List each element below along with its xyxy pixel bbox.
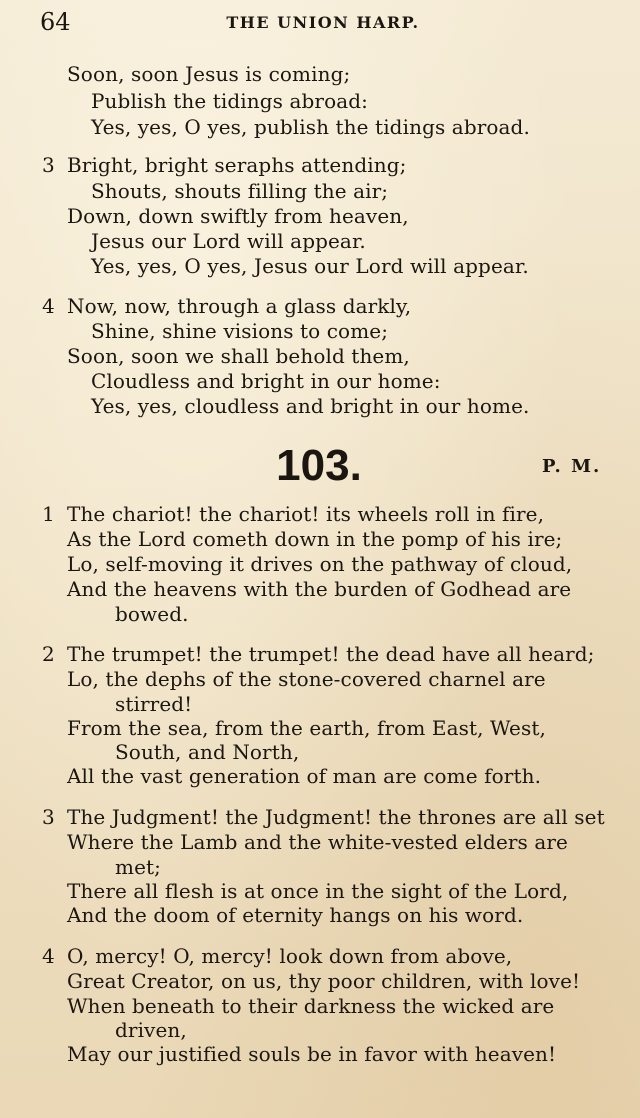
verse-line: All the vast generation of man are come forth.	[67, 764, 542, 788]
verse-line: The Judgment! the Judgment! the thrones are all set	[67, 805, 605, 829]
verse-line: Soon, soon Jesus is coming;	[67, 62, 351, 86]
verse-line: Yes, yes, cloudless and bright in our home.	[91, 394, 530, 418]
verse-line: driven,	[115, 1018, 187, 1042]
verse-number: 1	[42, 502, 55, 526]
verse-number: 3	[42, 153, 55, 177]
verse-line: Great Creator, on us, thy poor children, with love!	[67, 969, 581, 993]
verse-line: And the doom of eternity hangs on his word.	[67, 903, 524, 927]
verse-line: May our justified souls be in favor with heaven!	[67, 1042, 557, 1066]
hymn-number: 103.	[276, 441, 362, 490]
verse-line: Shine, shine visions to come;	[91, 319, 389, 343]
verse-line: Lo, self-moving it drives on the pathway of cloud,	[67, 552, 573, 576]
verse-line: From the sea, from the earth, from East, West,	[67, 716, 546, 740]
verse-line: The chariot! the chariot! its wheels roll in fire,	[67, 502, 545, 526]
verse-line: O, mercy! O, mercy! look down from above,	[67, 944, 513, 968]
verse-line: stirred!	[115, 692, 193, 716]
verse-line: Bright, bright seraphs attending;	[67, 153, 407, 177]
verse-line: And the heavens with the burden of Godhead are	[67, 577, 572, 601]
running-head	[40, 8, 606, 36]
verse-line: When beneath to their darkness the wicked are	[67, 994, 555, 1018]
verse-line: As the Lord cometh down in the pomp of his ire;	[67, 527, 563, 551]
verse-line: met;	[115, 855, 161, 879]
verse-number: 3	[42, 805, 55, 829]
verse-line: Now, now, through a glass darkly,	[67, 294, 412, 318]
verse-line: Publish the tidings abroad:	[91, 89, 368, 113]
hymn-meter: P. M.	[542, 456, 602, 477]
book-title: THE UNION HARP.	[226, 13, 420, 32]
verse-line: Soon, soon we shall behold them,	[67, 344, 410, 368]
verse-line: Cloudless and bright in our home:	[91, 369, 441, 393]
verse-line: Jesus our Lord will appear.	[91, 229, 366, 253]
verse-line: Down, down swiftly from heaven,	[67, 204, 409, 228]
verse-line: Lo, the dephs of the stone-covered charnel are	[67, 667, 546, 691]
page-number: 64	[40, 8, 71, 36]
verse-line: South, and North,	[115, 740, 300, 764]
verse-line: The trumpet! the trumpet! the dead have all heard;	[67, 642, 595, 666]
verse-number: 4	[42, 944, 55, 968]
verse-line: There all flesh is at once in the sight of the Lord,	[67, 879, 569, 903]
verse-line: Yes, yes, O yes, Jesus our Lord will appear.	[91, 254, 529, 278]
verse-line: Where the Lamb and the white-vested elders are	[67, 830, 568, 854]
verse-number: 4	[42, 294, 55, 318]
verse-line: Yes, yes, O yes, publish the tidings abroad.	[91, 115, 530, 139]
verse-number: 2	[42, 642, 55, 666]
verse-line: Shouts, shouts filling the air;	[91, 179, 389, 203]
verse-line: bowed.	[115, 602, 189, 626]
